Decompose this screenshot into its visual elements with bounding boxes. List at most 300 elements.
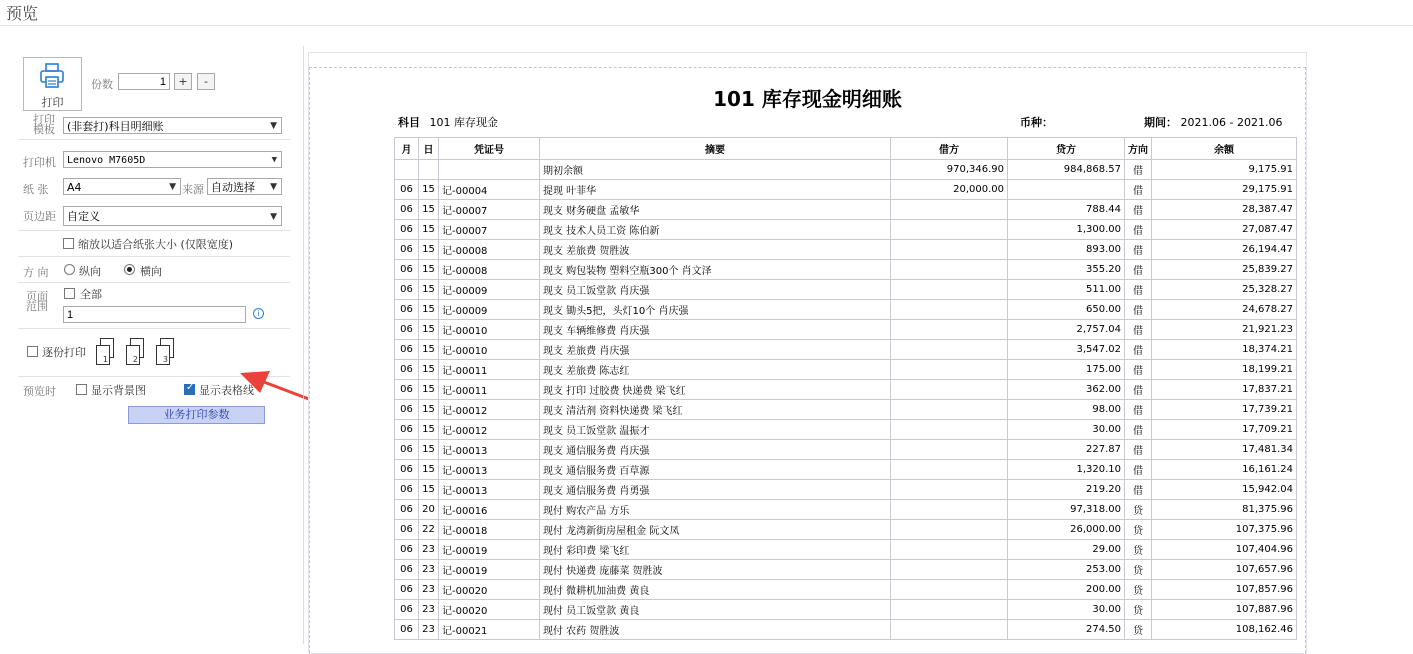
debit-cell	[891, 200, 1008, 220]
balance-cell: 17,481.34	[1152, 440, 1297, 460]
table-row	[395, 240, 1297, 260]
chevron-down-icon: ▼	[270, 182, 277, 192]
debit-cell	[891, 220, 1008, 240]
credit-cell: 511.00	[1008, 280, 1125, 300]
summary-cell: 现支 技术人员工资 陈伯新	[540, 220, 891, 240]
table-row	[395, 420, 1297, 440]
fit-width-label: 缩放以适合纸张大小 (仅限宽度)	[78, 238, 234, 251]
window-title: 预览	[6, 4, 39, 23]
summary-cell: 现支 差旅费 贺胜波	[540, 240, 891, 260]
credit-cell: 97,318.00	[1008, 500, 1125, 520]
summary-cell: 现支 财务硬盘 孟敏华	[540, 200, 891, 220]
print-button-label: 打印	[41, 96, 64, 109]
month-cell: 06	[395, 500, 419, 520]
page-range-input[interactable]	[63, 306, 246, 323]
credit-cell: 362.00	[1008, 380, 1125, 400]
credit-cell: 227.87	[1008, 440, 1125, 460]
direction-cell: 借	[1125, 440, 1152, 460]
month-cell: 06	[395, 520, 419, 540]
debit-cell	[891, 520, 1008, 540]
month-cell: 06	[395, 300, 419, 320]
table-row	[395, 620, 1297, 640]
table-row	[395, 400, 1297, 420]
day-cell: 15	[419, 180, 439, 200]
template-label-line2: 模板	[33, 123, 55, 136]
balance-cell: 18,199.21	[1152, 360, 1297, 380]
column-header: 月	[395, 138, 419, 160]
balance-cell: 28,387.47	[1152, 200, 1297, 220]
table-row	[395, 580, 1297, 600]
direction-cell: 借	[1125, 160, 1152, 180]
template-select[interactable]	[63, 117, 282, 134]
table-row	[395, 280, 1297, 300]
page-range-label-line1: 页面	[26, 290, 48, 303]
balance-cell: 9,175.91	[1152, 160, 1297, 180]
direction-cell: 借	[1125, 460, 1152, 480]
voucher-cell: 记-00012	[439, 420, 540, 440]
direction-cell: 借	[1125, 280, 1152, 300]
margin-guide-top	[309, 67, 1306, 68]
debit-cell	[891, 400, 1008, 420]
voucher-cell: 记-00019	[439, 540, 540, 560]
landscape-label: 横向	[140, 265, 162, 278]
chevron-down-icon: ▼	[270, 121, 277, 131]
summary-cell: 现支 购包装物 塑料空瓶300个 肖文泽	[540, 260, 891, 280]
voucher-cell: 记-00008	[439, 260, 540, 280]
voucher-cell: 记-00004	[439, 180, 540, 200]
copies-increment-button[interactable]: +	[174, 73, 192, 90]
month-cell: 06	[395, 580, 419, 600]
copies-input[interactable]	[118, 73, 170, 90]
table-row	[395, 480, 1297, 500]
period-value: 2021.06 - 2021.06	[1180, 116, 1283, 129]
month-cell: 06	[395, 220, 419, 240]
table-row	[395, 560, 1297, 580]
balance-cell: 107,887.96	[1152, 600, 1297, 620]
voucher-cell: 记-00008	[439, 240, 540, 260]
credit-cell: 26,000.00	[1008, 520, 1125, 540]
voucher-cell: 记-00009	[439, 300, 540, 320]
print-button[interactable]	[23, 57, 82, 111]
balance-cell: 107,375.96	[1152, 520, 1297, 540]
voucher-cell: 记-00020	[439, 580, 540, 600]
credit-cell: 274.50	[1008, 620, 1125, 640]
divider	[18, 328, 290, 329]
credit-cell: 253.00	[1008, 560, 1125, 580]
window-title-bar	[0, 0, 1413, 26]
paper-label: 纸 张	[23, 183, 49, 196]
debit-cell	[891, 580, 1008, 600]
credit-cell: 3,547.02	[1008, 340, 1125, 360]
voucher-cell: 记-00007	[439, 200, 540, 220]
direction-cell: 借	[1125, 480, 1152, 500]
summary-cell: 现支 差旅费 肖庆强	[540, 340, 891, 360]
portrait-label: 纵向	[79, 265, 101, 278]
debit-cell	[891, 360, 1008, 380]
day-cell: 23	[419, 620, 439, 640]
debit-cell: 20,000.00	[891, 180, 1008, 200]
debit-cell	[891, 320, 1008, 340]
source-label: 来源	[182, 183, 204, 196]
direction-cell: 贷	[1125, 540, 1152, 560]
voucher-cell	[439, 160, 540, 180]
summary-cell: 现付 快递费 庞藤菜 贺胜波	[540, 560, 891, 580]
summary-cell: 现支 差旅费 陈志红	[540, 360, 891, 380]
credit-cell: 650.00	[1008, 300, 1125, 320]
day-cell: 23	[419, 560, 439, 580]
debit-cell	[891, 440, 1008, 460]
balance-cell: 15,942.04	[1152, 480, 1297, 500]
debit-cell	[891, 280, 1008, 300]
page-range-label	[26, 292, 48, 312]
column-header: 凭证号	[439, 138, 540, 160]
summary-cell: 现支 员工饭堂款 温振才	[540, 420, 891, 440]
show-background-checkbox[interactable]	[76, 384, 87, 395]
month-cell: 06	[395, 260, 419, 280]
credit-cell: 200.00	[1008, 580, 1125, 600]
summary-cell: 现支 清洁剂 资料快递费 梁飞红	[540, 400, 891, 420]
show-background-label: 显示背景图	[91, 384, 146, 397]
table-row	[395, 200, 1297, 220]
direction-cell: 借	[1125, 400, 1152, 420]
table-row	[395, 600, 1297, 620]
balance-cell: 18,374.21	[1152, 340, 1297, 360]
balance-cell: 16,161.24	[1152, 460, 1297, 480]
printer-icon	[39, 62, 65, 90]
table-row	[395, 220, 1297, 240]
divider	[18, 230, 290, 231]
debit-cell	[891, 560, 1008, 580]
print-settings-panel	[0, 26, 300, 644]
table-row	[395, 180, 1297, 200]
day-cell: 15	[419, 240, 439, 260]
credit-cell: 219.20	[1008, 480, 1125, 500]
credit-cell	[1008, 180, 1125, 200]
month-cell: 06	[395, 280, 419, 300]
period-line	[1144, 114, 1282, 130]
business-print-params-button[interactable]: 业务打印参数	[128, 406, 265, 424]
credit-cell: 30.00	[1008, 600, 1125, 620]
summary-cell: 现支 通信服务费 百草源	[540, 460, 891, 480]
margin-select[interactable]	[63, 206, 282, 226]
day-cell: 23	[419, 580, 439, 600]
all-pages-checkbox[interactable]	[64, 288, 75, 299]
day-cell: 20	[419, 500, 439, 520]
divider	[18, 256, 290, 257]
column-header: 借方	[891, 138, 1008, 160]
table-row	[395, 460, 1297, 480]
day-cell: 15	[419, 420, 439, 440]
balance-cell: 107,404.96	[1152, 540, 1297, 560]
direction-cell: 借	[1125, 320, 1152, 340]
page-number: 2	[132, 355, 138, 364]
credit-cell: 1,300.00	[1008, 220, 1125, 240]
subject-value: 101 库存现金	[429, 116, 498, 129]
day-cell: 15	[419, 380, 439, 400]
divider	[18, 282, 290, 283]
voucher-cell: 记-00021	[439, 620, 540, 640]
page-number: 3	[162, 355, 168, 364]
table-row	[395, 340, 1297, 360]
printer-label: 打印机	[23, 156, 56, 169]
print-preview-page	[308, 52, 1307, 654]
copies-label: 份数	[91, 78, 113, 91]
table-row	[395, 440, 1297, 460]
currency-line	[1020, 114, 1053, 130]
day-cell: 15	[419, 400, 439, 420]
direction-cell: 借	[1125, 260, 1152, 280]
balance-cell: 17,837.21	[1152, 380, 1297, 400]
summary-cell: 现支 打印 过胶费 快递费 梁飞红	[540, 380, 891, 400]
show-gridlines-label: 显示表格线	[199, 384, 254, 397]
all-pages-label: 全部	[80, 288, 102, 301]
summary-cell: 现付 员工饭堂款 黄良	[540, 600, 891, 620]
debit-cell	[891, 420, 1008, 440]
direction-cell: 借	[1125, 360, 1152, 380]
month-cell: 06	[395, 320, 419, 340]
summary-cell: 现付 农药 贺胜波	[540, 620, 891, 640]
month-cell: 06	[395, 540, 419, 560]
month-cell: 06	[395, 380, 419, 400]
balance-cell: 107,657.96	[1152, 560, 1297, 580]
balance-cell: 107,857.96	[1152, 580, 1297, 600]
month-cell: 06	[395, 400, 419, 420]
voucher-cell: 记-00011	[439, 360, 540, 380]
summary-cell: 现支 员工饭堂款 肖庆强	[540, 280, 891, 300]
direction-cell: 贷	[1125, 560, 1152, 580]
template-label	[33, 115, 55, 135]
table-row	[395, 300, 1297, 320]
voucher-cell: 记-00020	[439, 600, 540, 620]
credit-cell: 1,320.10	[1008, 460, 1125, 480]
debit-cell: 970,346.90	[891, 160, 1008, 180]
margin-guide-right	[1305, 67, 1306, 653]
credit-cell: 30.00	[1008, 420, 1125, 440]
month-cell: 06	[395, 600, 419, 620]
debit-cell	[891, 620, 1008, 640]
info-icon[interactable]: i	[253, 308, 264, 319]
credit-cell: 984,868.57	[1008, 160, 1125, 180]
voucher-cell: 记-00009	[439, 280, 540, 300]
month-cell: 06	[395, 620, 419, 640]
printer-select[interactable]	[63, 151, 282, 168]
direction-cell: 借	[1125, 420, 1152, 440]
summary-cell: 现支 通信服务费 肖庆强	[540, 440, 891, 460]
credit-cell: 788.44	[1008, 200, 1125, 220]
paper-select[interactable]	[63, 178, 181, 195]
debit-cell	[891, 340, 1008, 360]
summary-cell: 现付 彩印费 梁飞红	[540, 540, 891, 560]
debit-cell	[891, 540, 1008, 560]
day-cell: 15	[419, 480, 439, 500]
table-row	[395, 520, 1297, 540]
table-row	[395, 260, 1297, 280]
summary-cell: 现付 龙湾新街房屋租金 阮文凤	[540, 520, 891, 540]
fit-width-checkbox[interactable]	[63, 238, 74, 249]
day-cell: 15	[419, 200, 439, 220]
day-cell: 15	[419, 320, 439, 340]
ledger-table	[394, 137, 1297, 640]
month-cell: 06	[395, 200, 419, 220]
period-label: 期间：	[1144, 116, 1177, 129]
day-cell: 15	[419, 300, 439, 320]
panel-divider	[303, 46, 304, 644]
collate-checkbox[interactable]	[27, 346, 38, 357]
balance-cell: 29,175.91	[1152, 180, 1297, 200]
voucher-cell: 记-00019	[439, 560, 540, 580]
direction-cell: 借	[1125, 240, 1152, 260]
day-cell: 15	[419, 260, 439, 280]
debit-cell	[891, 480, 1008, 500]
show-gridlines-checkbox[interactable]	[184, 384, 195, 395]
direction-cell: 借	[1125, 220, 1152, 240]
copies-decrement-button[interactable]: -	[197, 73, 215, 90]
month-cell: 06	[395, 180, 419, 200]
balance-cell: 17,709.21	[1152, 420, 1297, 440]
direction-cell: 借	[1125, 300, 1152, 320]
debit-cell	[891, 380, 1008, 400]
direction-cell: 借	[1125, 180, 1152, 200]
voucher-cell: 记-00018	[439, 520, 540, 540]
summary-cell: 现付 购农产品 方乐	[540, 500, 891, 520]
collate-label: 逐份打印	[42, 346, 86, 359]
direction-cell: 贷	[1125, 520, 1152, 540]
printer-select-value: Lenovo M7605D	[67, 155, 146, 166]
column-header: 贷方	[1008, 138, 1125, 160]
direction-cell: 借	[1125, 380, 1152, 400]
balance-cell: 81,375.96	[1152, 500, 1297, 520]
day-cell	[419, 160, 439, 180]
day-cell: 15	[419, 460, 439, 480]
day-cell: 15	[419, 280, 439, 300]
chevron-down-icon: ▼	[271, 155, 277, 165]
month-cell: 06	[395, 340, 419, 360]
voucher-cell: 记-00010	[439, 340, 540, 360]
table-row	[395, 380, 1297, 400]
day-cell: 15	[419, 340, 439, 360]
table-row	[395, 320, 1297, 340]
credit-cell: 29.00	[1008, 540, 1125, 560]
preview-label: 预览时	[23, 385, 56, 398]
balance-cell: 26,194.47	[1152, 240, 1297, 260]
month-cell: 06	[395, 480, 419, 500]
debit-cell	[891, 240, 1008, 260]
summary-cell: 现付 微耕机加油费 黄良	[540, 580, 891, 600]
debit-cell	[891, 460, 1008, 480]
day-cell: 15	[419, 220, 439, 240]
summary-cell: 现支 车辆维修费 肖庆强	[540, 320, 891, 340]
template-select-value: (非套打)科目明细账	[67, 120, 164, 133]
voucher-cell: 记-00013	[439, 460, 540, 480]
column-header: 日	[419, 138, 439, 160]
source-select-value: 自动选择	[211, 181, 255, 194]
summary-cell: 现支 锄头5把，头灯10个 肖庆强	[540, 300, 891, 320]
subject-label: 科目	[398, 116, 420, 129]
month-cell: 06	[395, 240, 419, 260]
currency-label: 币种：	[1020, 116, 1053, 129]
table-row	[395, 540, 1297, 560]
landscape-radio[interactable]	[124, 264, 135, 275]
template-label-line1: 打印	[33, 113, 55, 126]
summary-cell: 现支 通信服务费 肖勇强	[540, 480, 891, 500]
page-range-label-line2: 范围	[26, 300, 48, 313]
balance-cell: 24,678.27	[1152, 300, 1297, 320]
debit-cell	[891, 500, 1008, 520]
voucher-cell: 记-00011	[439, 380, 540, 400]
day-cell: 23	[419, 600, 439, 620]
direction-cell: 贷	[1125, 620, 1152, 640]
credit-cell: 175.00	[1008, 360, 1125, 380]
credit-cell: 355.20	[1008, 260, 1125, 280]
table-row	[395, 500, 1297, 520]
month-cell: 06	[395, 460, 419, 480]
summary-cell: 提现 叶菲华	[540, 180, 891, 200]
voucher-cell: 记-00010	[439, 320, 540, 340]
direction-cell: 贷	[1125, 580, 1152, 600]
table-row	[395, 360, 1297, 380]
credit-cell: 893.00	[1008, 240, 1125, 260]
chevron-down-icon: ▼	[270, 212, 277, 222]
portrait-radio[interactable]	[64, 264, 75, 275]
paper-select-value: A4	[67, 181, 82, 194]
voucher-cell: 记-00012	[439, 400, 540, 420]
voucher-cell: 记-00007	[439, 220, 540, 240]
debit-cell	[891, 600, 1008, 620]
report-title: 101 库存现金明细账	[713, 87, 902, 111]
credit-cell: 2,757.04	[1008, 320, 1125, 340]
table-row	[395, 160, 1297, 180]
balance-cell: 25,839.27	[1152, 260, 1297, 280]
month-cell: 06	[395, 360, 419, 380]
margin-select-value: 自定义	[67, 210, 100, 223]
voucher-cell: 记-00016	[439, 500, 540, 520]
table-header-row	[395, 138, 1297, 160]
chevron-down-icon: ▼	[169, 182, 176, 192]
balance-cell: 21,921.23	[1152, 320, 1297, 340]
debit-cell	[891, 260, 1008, 280]
subject-line	[398, 114, 498, 130]
day-cell: 15	[419, 360, 439, 380]
column-header: 摘要	[540, 138, 891, 160]
margin-label: 页边距	[23, 210, 56, 223]
direction-cell: 贷	[1125, 600, 1152, 620]
direction-cell: 借	[1125, 340, 1152, 360]
direction-cell: 贷	[1125, 500, 1152, 520]
page-number: 1	[102, 355, 108, 364]
column-header: 余额	[1152, 138, 1297, 160]
column-header: 方向	[1125, 138, 1152, 160]
direction-cell: 借	[1125, 200, 1152, 220]
day-cell: 22	[419, 520, 439, 540]
balance-cell: 27,087.47	[1152, 220, 1297, 240]
divider	[18, 139, 290, 140]
margin-guide-left	[309, 67, 310, 653]
month-cell	[395, 160, 419, 180]
debit-cell	[891, 300, 1008, 320]
balance-cell: 108,162.46	[1152, 620, 1297, 640]
day-cell: 23	[419, 540, 439, 560]
summary-cell: 期初余额	[540, 160, 891, 180]
day-cell: 15	[419, 440, 439, 460]
source-select[interactable]	[207, 178, 282, 195]
credit-cell: 98.00	[1008, 400, 1125, 420]
month-cell: 06	[395, 560, 419, 580]
orientation-label: 方 向	[23, 266, 49, 279]
voucher-cell: 记-00013	[439, 480, 540, 500]
month-cell: 06	[395, 420, 419, 440]
month-cell: 06	[395, 440, 419, 460]
voucher-cell: 记-00013	[439, 440, 540, 460]
